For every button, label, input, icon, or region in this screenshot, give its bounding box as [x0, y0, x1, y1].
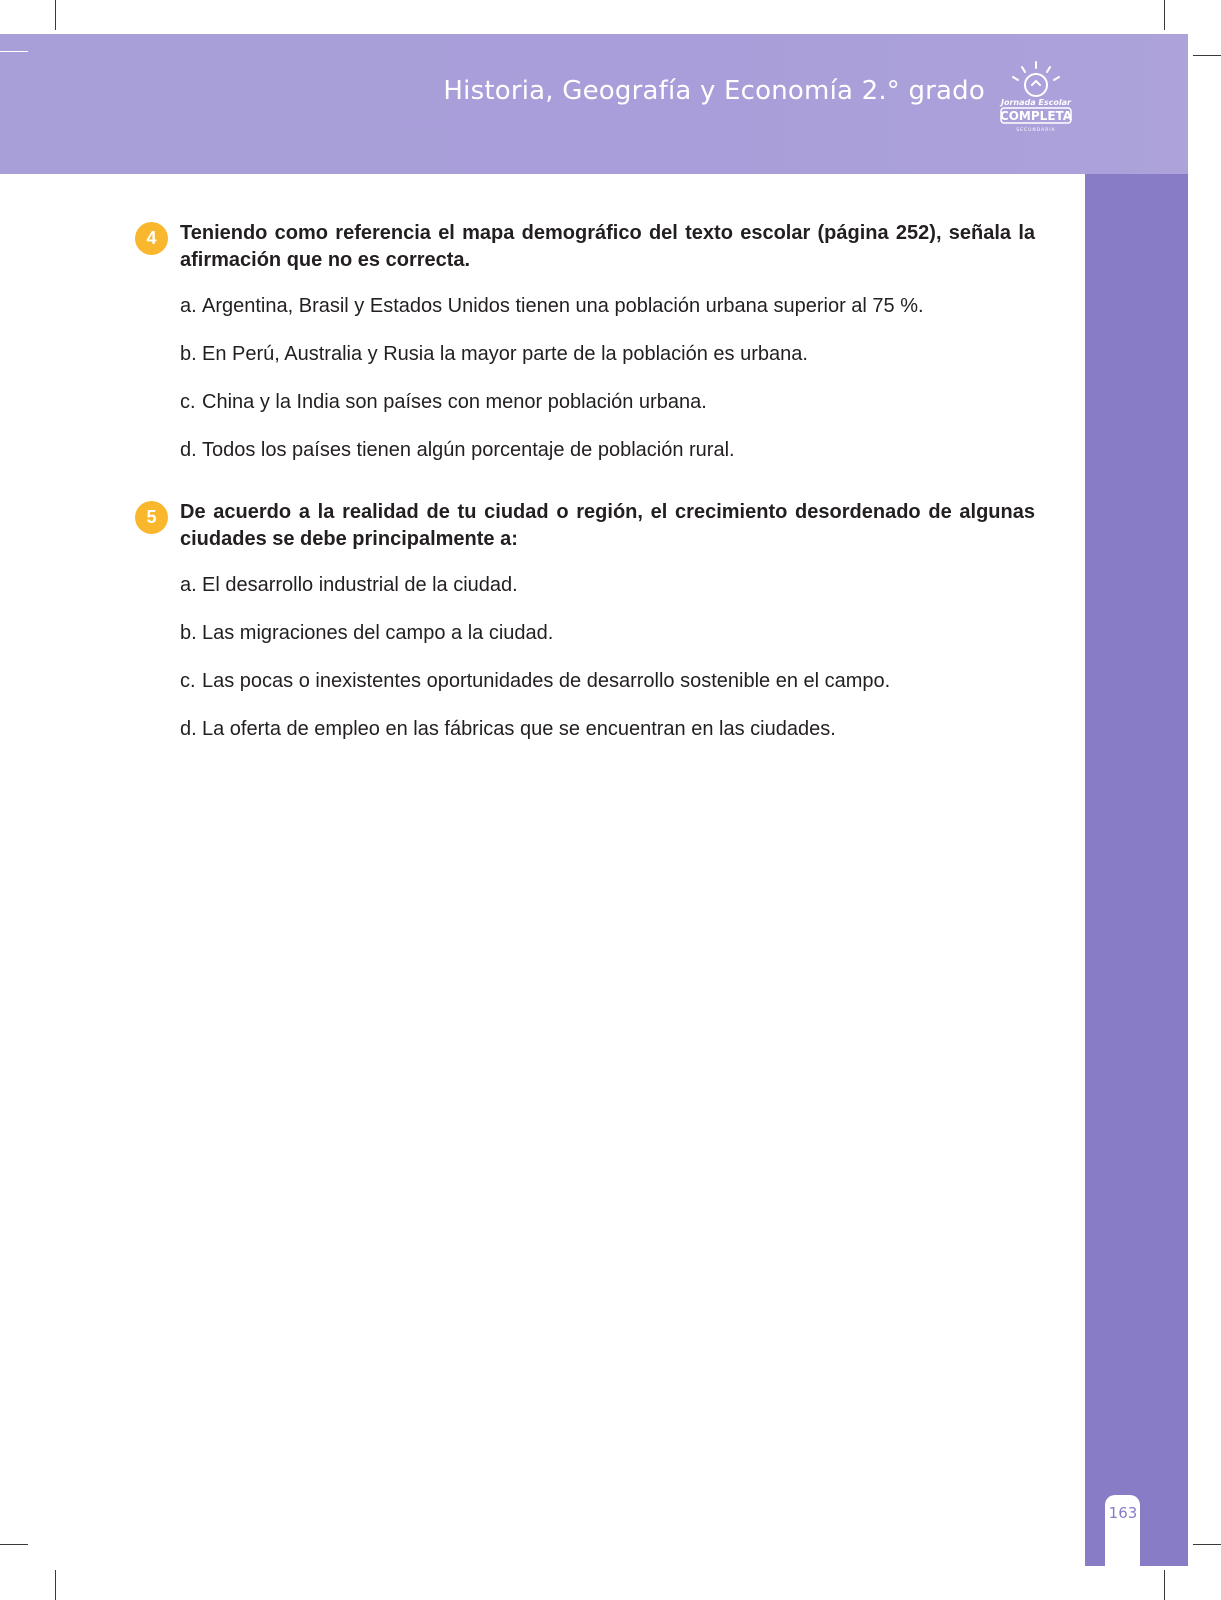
page-number: 163 [1108, 1504, 1138, 1522]
svg-text:Jornada Escolar: Jornada Escolar [1001, 98, 1071, 107]
option-letter: a. [180, 574, 197, 596]
option-a [180, 293, 924, 320]
option-text: La oferta de empleo en las fábricas que se encuentran en las ciudades. [202, 718, 836, 740]
option-letter: d. [180, 439, 197, 461]
side-bar [1085, 174, 1188, 1566]
jornada-escolar-logo [996, 58, 1076, 148]
page-title: Historia, Geografía y Economía 2.° grado [443, 76, 985, 106]
option-b [180, 341, 808, 368]
option-c [180, 668, 890, 695]
option-letter: c. [180, 391, 196, 413]
option-a [180, 572, 518, 599]
option-text: Argentina, Brasil y Estados Unidos tienen una población urbana superior al 75 %. [202, 295, 924, 317]
question-text: De acuerdo a la realidad de tu ciudad o región, el crecimiento desordenado de algunas ciudades se debe principalmente a: [180, 501, 1035, 550]
crop-mark [55, 1570, 56, 1600]
crop-mark [1193, 55, 1221, 56]
option-letter: a. [180, 295, 197, 317]
crop-mark [55, 0, 56, 30]
option-text: China y la India son países con menor población urbana. [202, 391, 707, 413]
header-rule [0, 51, 28, 52]
option-letter: b. [180, 343, 197, 365]
crop-mark [1164, 1570, 1165, 1600]
option-letter: d. [180, 718, 197, 740]
sun-lightbulb-icon [1013, 62, 1059, 96]
option-letter: b. [180, 622, 197, 644]
option-b [180, 620, 553, 647]
option-d [180, 437, 735, 464]
option-text: Las migraciones del campo a la ciudad. [202, 622, 554, 644]
crop-mark [1193, 1544, 1221, 1545]
question-text: Teniendo como referencia el mapa demográfico del texto escolar (página 252), señala la afirmación que no es correcta. [180, 222, 1035, 271]
svg-text:SECUNDARIA: SECUNDARIA [1016, 128, 1056, 133]
option-letter: c. [180, 670, 196, 692]
crop-mark [1164, 0, 1165, 30]
question-number-badge: 5 [135, 501, 168, 534]
option-text: Todos los países tienen algún porcentaje de población rural. [202, 439, 735, 461]
question-number-badge: 4 [135, 222, 168, 255]
option-text: En Perú, Australia y Rusia la mayor parte de la población es urbana. [202, 343, 808, 365]
option-text: Las pocas o inexistentes oportunidades de desarrollo sostenible en el campo. [202, 670, 891, 692]
option-d [180, 716, 836, 743]
svg-text:COMPLETA: COMPLETA [999, 109, 1073, 123]
crop-mark [0, 1544, 28, 1545]
option-c [180, 389, 707, 416]
option-text: El desarrollo industrial de la ciudad. [202, 574, 518, 596]
